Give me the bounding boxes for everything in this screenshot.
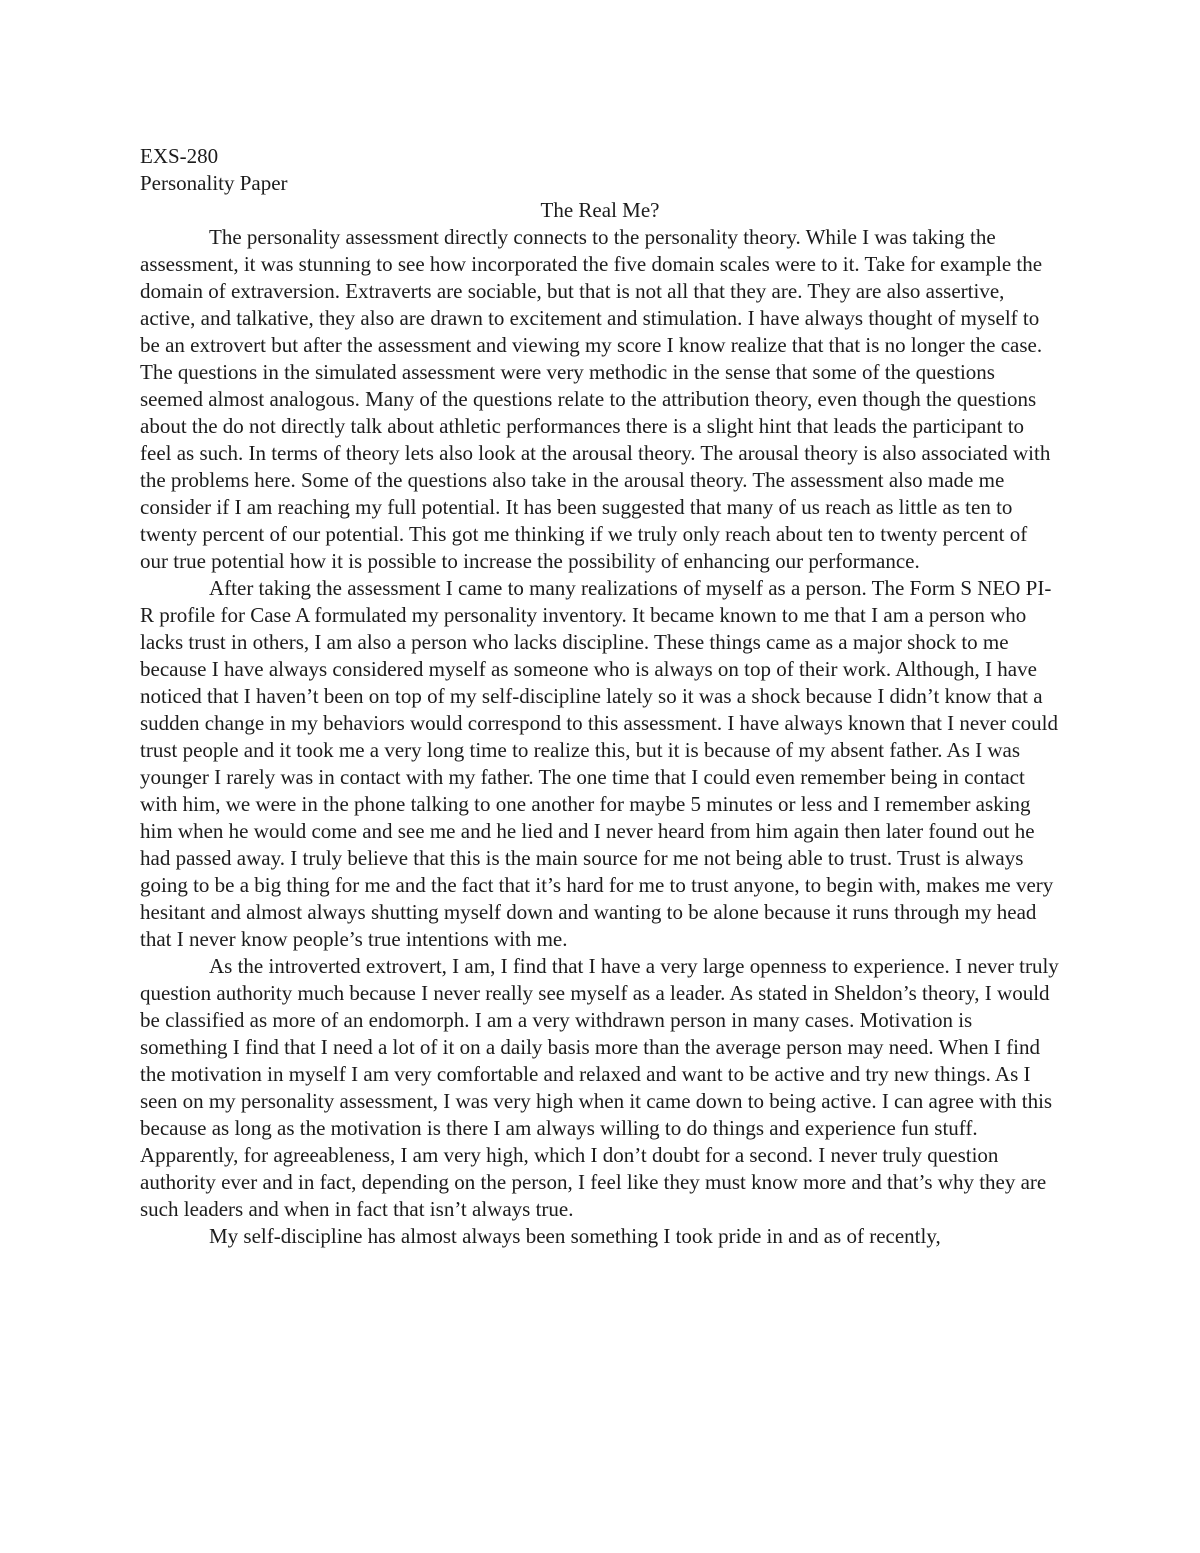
course-code: EXS-280 [140,144,219,168]
paper-title: The Real Me? [540,198,660,222]
document-body [140,143,1060,1250]
assignment-name: Personality Paper [140,171,288,195]
paragraph-3: As the introverted extrovert, I am, I find that I have a very large openness to experience. I never truly question authority much because I never really see myself as a leader. As stated in Sheldon’s theory, I would be classified as more of an endomorph. I am a very withdrawn person in many cases. Motivation is something I find that I need a lot of it on a daily basis more than the average person may need. When I find the motivation in myself I am very comfortable and relaxed and want to be active and try new things. As I seen on my personality assessment, I was very high when it came down to being active. I can agree with this because as long as the motivation is there I am always willing to do things and experience fun stuff. Apparently, for agreeableness, I am very high, which I don’t doubt for a second. I never truly question authority ever and in fact, depending on the person, I feel like they must know more and that’s why they are such leaders and when in fact that isn’t always true. [140,954,1059,1221]
paragraph-4: My self-discipline has almost always been something I took pride in and as of recently, [209,1224,941,1248]
paragraph-2: After taking the assessment I came to many realizations of myself as a person. The Form S NEO PI-R profile for Case A formulated my personality inventory. It became known to me that I am a person who lacks trust in others, I am also a person who lacks discipline. These things came as a major shock to me because I have always considered myself as someone who is always on top of their work. Although, I have noticed that I haven’t been on top of my self-discipline lately so it was a shock because I didn’t know that a sudden change in my behaviors would correspond to this assessment. I have always known that I never could trust people and it took me a very long time to realize this, but it is because of my absent father. As I was younger I rarely was in contact with my father. The one time that I could even remember being in contact with him, we were in the phone talking to one another for maybe 5 minutes or less and I remember asking him when he would come and see me and he lied and I never heard from him again then later found out he had passed away. I truly believe that this is the main source for me not being able to trust. Trust is always going to be a big thing for me and the fact that it’s hard for me to trust anyone, to begin with, makes me very hesitant and almost always shutting myself down and wanting to be alone because it runs through my head that I never know people’s true intentions with me. [140,576,1058,951]
paragraph-1: The personality assessment directly connects to the personality theory. While I was taking the assessment, it was stunning to see how incorporated the five domain scales were to it. Take for example the domain of extraversion. Extraverts are sociable, but that is not all that they are. They are also assertive, active, and talkative, they also are drawn to excitement and stimulation. I have always thought of myself to be an extrovert but after the assessment and viewing my score I know realize that that is no longer the case. The questions in the simulated assessment were very methodic in the sense that some of the questions seemed almost analogous. Many of the questions relate to the attribution theory, even though the questions about the do not directly talk about athletic performances there is a slight hint that leads the participant to feel as such. In terms of theory lets also look at the arousal theory. The arousal theory is also associated with the problems here. Some of the questions also take in the arousal theory. The assessment also made me consider if I am reaching my full potential. It has been suggested that many of us reach as little as ten to twenty percent of our potential. This got me thinking if we truly only reach about ten to twenty percent of our true potential how it is possible to increase the possibility of enhancing our performance. [140,225,1051,573]
